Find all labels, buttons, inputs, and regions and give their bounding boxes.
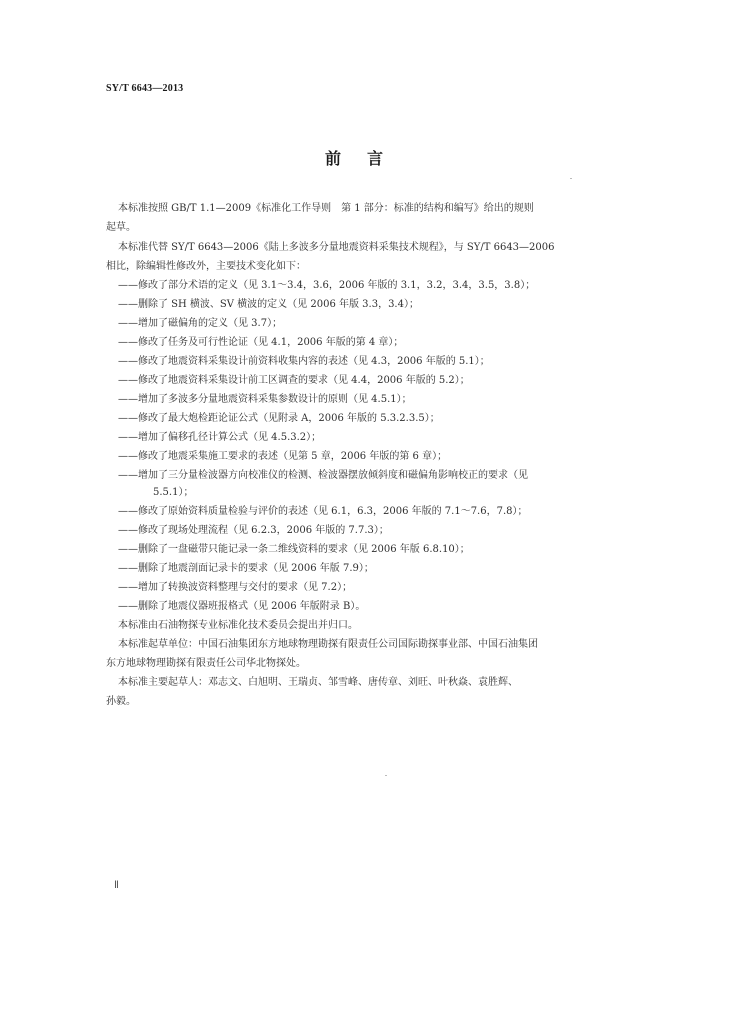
list-item: ——修改了地震资料采集设计前工区调查的要求（见 4.4，2006 年版的 5.2）； bbox=[118, 375, 470, 386]
body-line: 本标准代替 SY/T 6643—2006《陆上多波多分量地震资料采集技术规程》，与 SY/T 6643—2006 bbox=[118, 242, 555, 253]
body-line: 本标准按照 GB/T 1.1—2009《标准化工作导则 第 1 部分：标准的结构和编写》给出的规则 bbox=[118, 203, 534, 214]
list-item: ——修改了地震资料采集设计前资料收集内容的表述（见 4.3，2006 年版的 5.1）； bbox=[118, 356, 490, 367]
list-item: ——删除了地震剖面记录卡的要求（见 2006 年版 7.9）； bbox=[118, 563, 374, 574]
body-line: 本标准由石油物探专业标准化技术委员会提出并归口。 bbox=[118, 620, 358, 631]
body-line: 相比，除编辑性修改外，主要技术变化如下： bbox=[106, 261, 306, 272]
body-line: 孙毅。 bbox=[106, 696, 136, 707]
list-item: ——修改了地震采集施工要求的表述（见第 5 章，2006 年版的第 6 章）； bbox=[118, 451, 448, 462]
list-item-continuation: 5.5.1）； bbox=[153, 487, 194, 498]
list-item: ——删除了地震仪器班报格式（见 2006 年版附录 B）。 bbox=[118, 601, 366, 612]
list-item: ——增加了磁偏角的定义（见 3.7）； bbox=[118, 318, 283, 329]
body-line: 本标准主要起草人：邓志文、白旭明、王瑞贞、邹雪峰、唐传章、刘旺、叶秋焱、袁胜辉、 bbox=[118, 677, 518, 688]
list-item: ——修改了现场处理流程（见 6.2.3，2006 年版的 7.7.3）； bbox=[118, 525, 389, 536]
list-item: ——修改了最大炮检距论证公式（见附录 A，2006 年版的 5.3.2.3.5）； bbox=[118, 413, 440, 424]
standard-code-header: SY/T 6643—2013 bbox=[106, 83, 184, 94]
body-line: 起草。 bbox=[106, 222, 136, 233]
page-title: 前言 bbox=[325, 149, 410, 168]
list-item: ——增加了三分量检波器方向校准仪的检测、检波器摆放倾斜度和磁偏角影响校正的要求（见 bbox=[118, 470, 528, 481]
list-item: ——增加了多波多分量地震资料采集参数设计的原则（见 4.5.1）； bbox=[118, 394, 412, 405]
scan-speck bbox=[570, 178, 572, 179]
page-number: Ⅱ bbox=[114, 880, 119, 891]
scan-speck bbox=[385, 775, 387, 776]
list-item: ——删除了 SH 横波、SV 横波的定义（见 2006 年版 3.3，3.4）； bbox=[118, 299, 419, 310]
body-line: 东方地球物理勘探有限责任公司华北物探处。 bbox=[106, 658, 306, 669]
list-item: ——增加了转换波资料整理与交付的要求（见 7.2）； bbox=[118, 582, 353, 593]
list-item: ——删除了一盘磁带只能记录一条二维线资料的要求（见 2006 年版 6.8.10）； bbox=[118, 544, 470, 555]
list-item: ——修改了任务及可行性论证（见 4.1，2006 年版的第 4 章）； bbox=[118, 337, 404, 348]
body-line: 本标准起草单位：中国石油集团东方地球物理勘探有限责任公司国际勘探事业部、中国石油集团 bbox=[118, 639, 538, 650]
list-item: ——修改了部分术语的定义（见 3.1～3.4，3.6，2006 年版的 3.1，3.2，3.4，3.5，3.8）； bbox=[118, 280, 536, 291]
list-item: ——增加了偏移孔径计算公式（见 4.5.3.2）； bbox=[118, 432, 322, 443]
list-item: ——修改了原始资料质量检验与评价的表述（见 6.1，6.3，2006 年版的 7.1～7.6，7.8）； bbox=[118, 506, 528, 517]
